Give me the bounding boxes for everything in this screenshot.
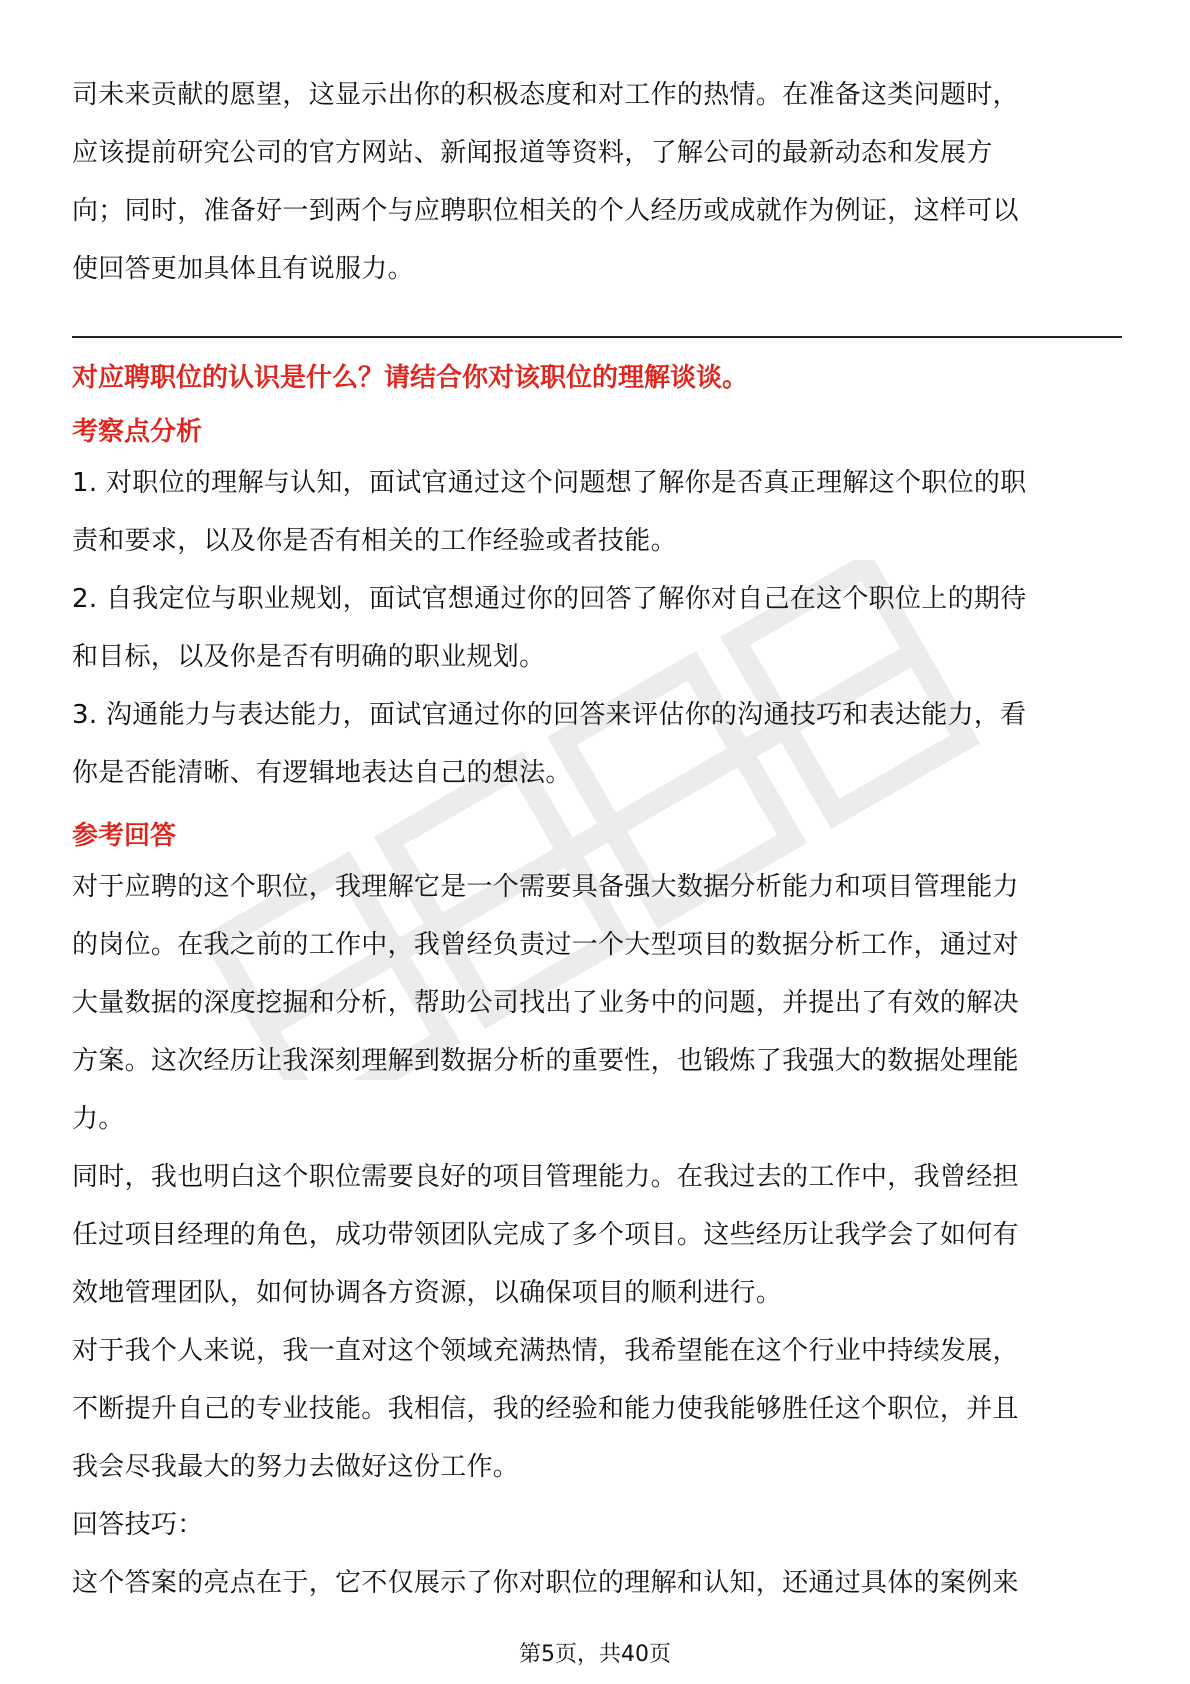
- reference-paragraph: [72, 1148, 1122, 1322]
- text-line: 对于应聘的这个职位，我理解它是一个需要具备强大数据分析能力和项目管理能力: [72, 872, 1019, 902]
- reference-title: 参考回答: [72, 821, 177, 851]
- text-line: 责和要求，以及你是否有相关的工作经验或者技能。: [72, 526, 677, 556]
- analysis-point: [72, 454, 1122, 570]
- text-line: 3. 沟通能力与表达能力，面试官通过你的回答来评估你的沟通技巧和表达能力，看: [72, 700, 1027, 730]
- question-heading: 对应聘职位的认识是什么？请结合你对该职位的理解谈谈。: [72, 363, 749, 393]
- text-line: 使回答更加具体且有说服力。: [72, 254, 414, 284]
- analysis-points: [72, 454, 1122, 802]
- text-line: 效地管理团队，如何协调各方资源，以确保项目的顺利进行。: [72, 1278, 783, 1308]
- text-line: 你是否能清晰、有逻辑地表达自己的想法。: [72, 758, 572, 788]
- intro-paragraph: [72, 66, 1122, 298]
- reference-answer: [72, 858, 1122, 1496]
- text-line: 方案。这次经历让我深刻理解到数据分析的重要性，也锻炼了我强大的数据处理能: [72, 1046, 1019, 1076]
- answer-tips: [72, 1496, 1122, 1612]
- page-number: 第5页，共40页: [519, 1642, 671, 1667]
- text-line: 1. 对职位的理解与认知，面试官通过这个问题想了解你是否真正理解这个职位的职: [72, 468, 1027, 498]
- text-line: 的岗位。在我之前的工作中，我曾经负责过一个大型项目的数据分析工作，通过对: [72, 930, 1019, 960]
- text-line: 对于我个人来说，我一直对这个领域充满热情，我希望能在这个行业中持续发展，: [72, 1336, 1019, 1366]
- text-line: 向；同时，准备好一到两个与应聘职位相关的个人经历或成就作为例证，这样可以: [72, 196, 1019, 226]
- text-line: 大量数据的深度挖掘和分析，帮助公司找出了业务中的问题，并提出了有效的解决: [72, 988, 1019, 1018]
- text-line: 不断提升自己的专业技能。我相信，我的经验和能力使我能够胜任这个职位，并且: [72, 1394, 1019, 1424]
- text-line: 司未来贡献的愿望，这显示出你的积极态度和对工作的热情。在准备这类问题时，: [72, 80, 1019, 110]
- text-line: 2. 自我定位与职业规划，面试官想通过你的回答了解你对自己在这个职位上的期待: [72, 584, 1027, 614]
- main-content: [72, 66, 1122, 1612]
- analysis-point: [72, 570, 1122, 686]
- analysis-title: 考察点分析: [72, 417, 203, 447]
- text-line: 力。: [72, 1104, 125, 1134]
- reference-paragraph: [72, 1322, 1122, 1496]
- text-line: 和目标，以及你是否有明确的职业规划。: [72, 642, 546, 672]
- text-line: 我会尽我最大的努力去做好这份工作。: [72, 1452, 520, 1482]
- section-divider: [72, 336, 1122, 338]
- text-line: 同时，我也明白这个职位需要良好的项目管理能力。在我过去的工作中，我曾经担: [72, 1162, 1019, 1192]
- reference-paragraph: [72, 858, 1122, 1148]
- text-line: 任过项目经理的角色，成功带领团队完成了多个项目。这些经历让我学会了如何有: [72, 1220, 1019, 1250]
- analysis-point: [72, 686, 1122, 802]
- text-line: 应该提前研究公司的官方网站、新闻报道等资料，了解公司的最新动态和发展方: [72, 138, 993, 168]
- text-line: 这个答案的亮点在于，它不仅展示了你对职位的理解和认知，还通过具体的案例来: [72, 1568, 1019, 1598]
- tips-title: 回答技巧：: [72, 1510, 204, 1540]
